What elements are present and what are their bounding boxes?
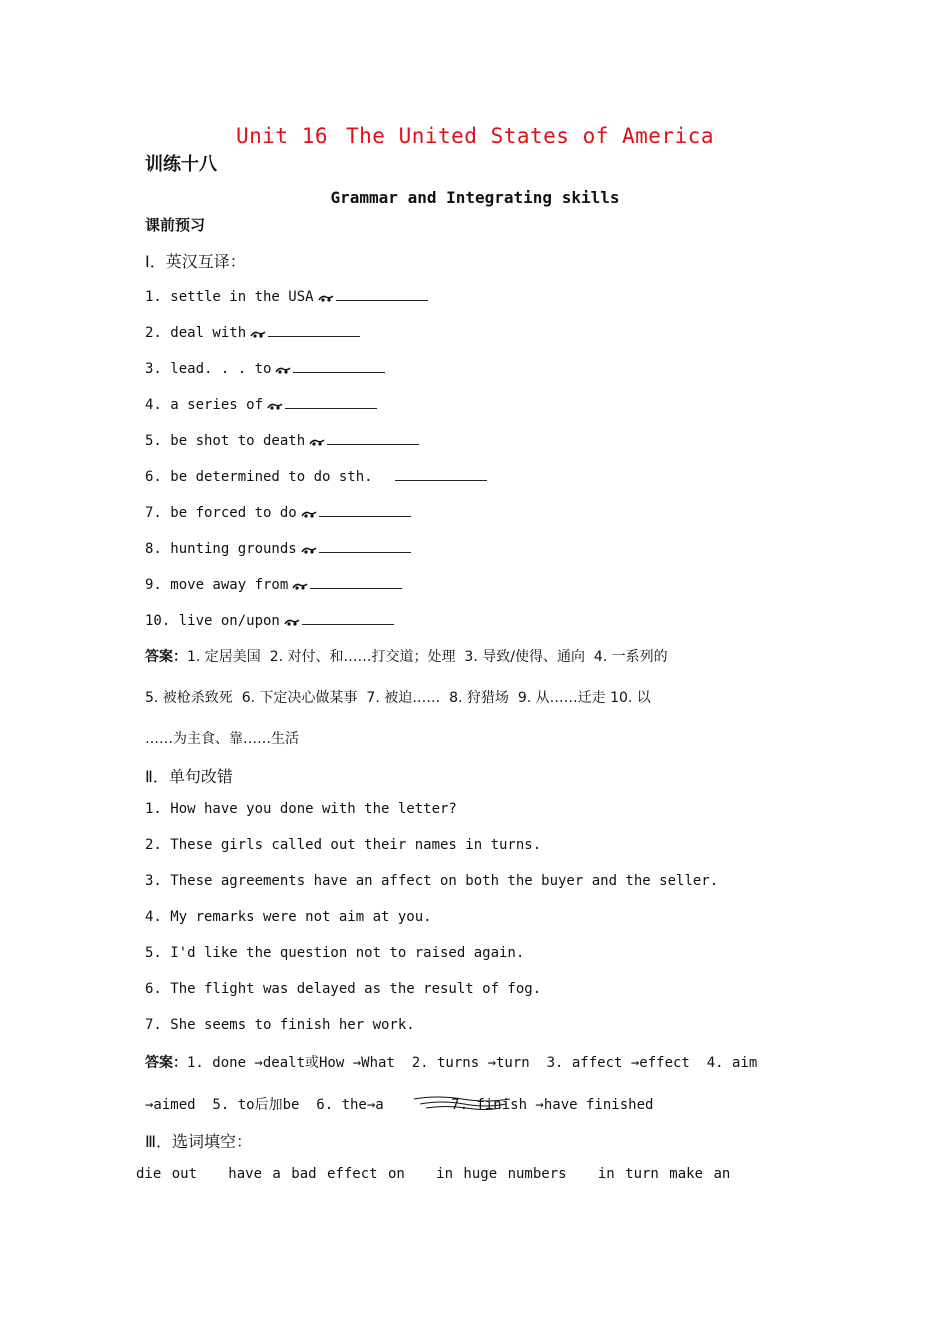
vocab-text: 5. be shot to death (145, 433, 306, 449)
answer-label: 答案： (145, 649, 187, 665)
answer-text: ……为主食、靠……生活 (145, 731, 299, 747)
answer-text: 1. done →dealt或How →What 2. turns →turn 3. affect →effect 4. aim (187, 1055, 758, 1071)
answer-blank[interactable] (327, 432, 419, 445)
section2-heading: Ⅱ．单句改错 (145, 767, 233, 786)
answer-blank[interactable] (336, 288, 428, 301)
answer-text: 1. 定居美国 2. 对付、和……打交道；处理 3. 导致/使得、通向 4. 一系列的 (187, 649, 668, 665)
answer-blank[interactable] (293, 360, 385, 373)
correction-item: 1. How have you done with the letter? (145, 801, 457, 817)
pen-icon (301, 543, 317, 559)
vocab-text: 4. a series of (145, 397, 264, 413)
vocab-text: 7. be forced to do (145, 505, 297, 521)
answer-line (145, 1094, 653, 1114)
pen-icon (309, 435, 325, 451)
answer-blank[interactable] (319, 540, 411, 553)
answer-line (145, 1052, 757, 1072)
correction-item: 2. These girls called out their names in turns. (145, 837, 542, 853)
unit-title (0, 124, 950, 148)
vocab-text: 8. hunting grounds (145, 541, 297, 557)
vocab-item (145, 396, 377, 415)
vocab-item (145, 288, 428, 307)
vocab-text: 1. settle in the USA (145, 289, 314, 305)
correction-item: 5. I'd like the question not to raised again. (145, 945, 525, 961)
pen-icon (267, 399, 283, 415)
pen-icon (275, 363, 291, 379)
section3-heading: Ⅲ．选词填空： (145, 1132, 253, 1151)
vocab-item (145, 468, 487, 485)
correction-item: 3. These agreements have an affect on both the buyer and the seller. (145, 873, 719, 889)
answer-line (145, 687, 651, 707)
pen-icon (284, 615, 300, 631)
unit-name: The United States of America (346, 124, 715, 148)
answer-line (145, 728, 299, 748)
vocab-item (145, 432, 419, 451)
answer-line (145, 646, 668, 666)
section-subtitle: Grammar and Integrating skills (330, 188, 620, 207)
vocab-item (145, 612, 394, 631)
vocab-text: 9. move away from (145, 577, 289, 593)
answer-text: →aimed 5. to后加be 6. the→a 7. finish →have finished (145, 1097, 654, 1113)
correction-item: 4. My remarks were not aim at you. (145, 909, 432, 925)
answer-blank[interactable] (302, 612, 394, 625)
answer-blank[interactable] (310, 576, 402, 589)
vocab-item (145, 360, 385, 379)
answer-blank[interactable] (319, 504, 411, 517)
vocab-item (145, 324, 360, 343)
answer-text: 5. 被枪杀致死 6. 下定决心做某事 7. 被迫…… 8. 狩猎场 9. 从……迁走 10. 以 (145, 690, 651, 706)
lesson-label: 训练十八 (145, 154, 217, 175)
unit-number: Unit 16 (235, 124, 328, 148)
vocab-text: 3. lead. . . to (145, 361, 272, 377)
vocab-text: 2. deal with (145, 325, 247, 341)
pen-icon (301, 507, 317, 523)
answer-blank[interactable] (395, 468, 487, 481)
word-bank: die out have a bad effect on in huge numbers in turn make an (136, 1166, 731, 1182)
answer-blank[interactable] (285, 396, 377, 409)
pen-icon (318, 291, 334, 307)
correction-item: 6. The flight was delayed as the result of fog. (145, 981, 542, 997)
vocab-text: 6. be determined to do sth. (145, 469, 373, 485)
vocab-item (145, 576, 402, 595)
vocab-item (145, 504, 411, 523)
pen-icon (250, 327, 266, 343)
pen-icon (292, 579, 308, 595)
preview-label: 课前预习 (145, 216, 206, 234)
answer-label: 答案： (145, 1055, 187, 1071)
correction-item: 7. She seems to finish her work. (145, 1017, 415, 1033)
squiggle-mark (412, 1094, 512, 1112)
vocab-item (145, 540, 411, 559)
section1-heading: Ⅰ．英汉互译： (145, 252, 246, 271)
vocab-text: 10. live on/upon (145, 613, 280, 629)
answer-blank[interactable] (268, 324, 360, 337)
